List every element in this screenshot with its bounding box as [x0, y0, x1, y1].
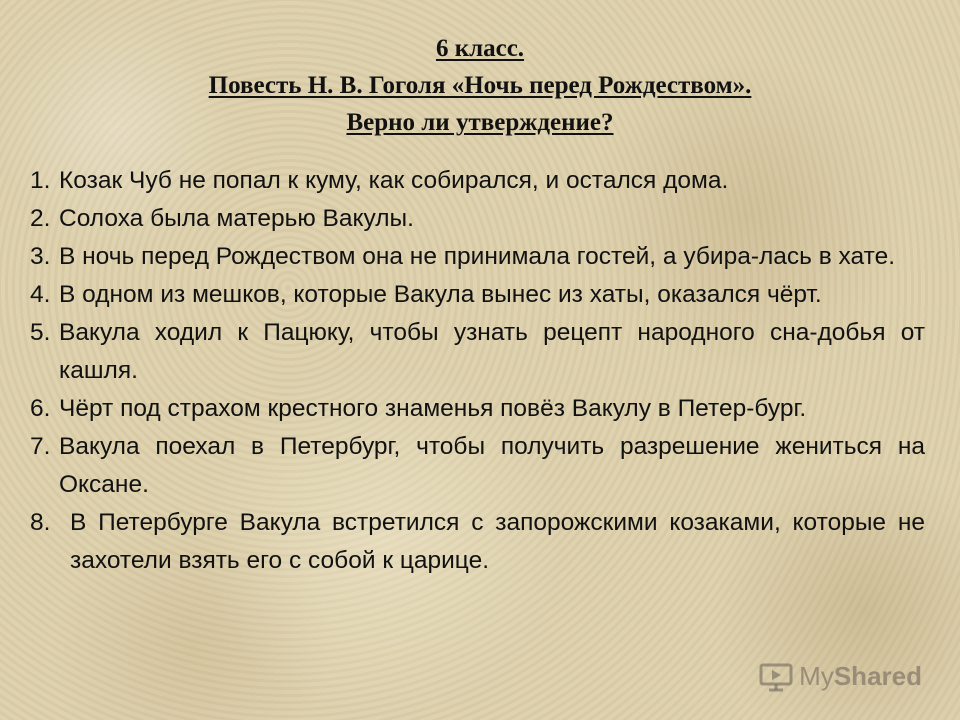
watermark-shared: Shared	[833, 661, 922, 691]
item-number: 1.	[30, 167, 51, 194]
list-item	[30, 276, 925, 314]
watermark-my: My	[799, 661, 834, 691]
presentation-icon	[759, 662, 793, 692]
list-item	[30, 314, 925, 390]
item-number: 6.	[30, 395, 51, 422]
item-text: Вакула поехал в Петербург, чтобы получить разрешение жениться на Оксане.	[59, 433, 925, 498]
story-title: Повесть Н. В. Гоголя «Ночь перед Рождеством».	[208, 72, 752, 99]
slide-header	[0, 30, 960, 141]
item-text: Солоха была матерью Вакулы.	[59, 205, 414, 232]
item-number: 3.	[30, 243, 51, 270]
item-number: 8.	[30, 509, 51, 536]
question-heading: Верно ли утверждение?	[346, 109, 614, 136]
item-text: В Петербурге Вакула встретился с запорожскими козаками, которые не захотели взять его с собой к царице.	[70, 509, 925, 574]
item-number: 5.	[30, 319, 51, 346]
list-item	[30, 504, 925, 580]
statement-list	[30, 162, 925, 580]
item-number: 4.	[30, 281, 51, 308]
list-item	[30, 162, 925, 200]
item-text: В ночь перед Рождеством она не принимала гостей, а убира-лась в хате.	[59, 243, 896, 270]
list-item	[30, 200, 925, 238]
myshared-watermark	[759, 661, 922, 692]
grade-label: 6 класс.	[435, 35, 525, 62]
list-item	[30, 238, 925, 276]
item-number: 7.	[30, 433, 51, 460]
item-text: В одном из мешков, которые Вакула вынес из хаты, оказался чёрт.	[59, 281, 822, 308]
item-number: 2.	[30, 205, 51, 232]
list-item	[30, 390, 925, 428]
list-item	[30, 428, 925, 504]
item-text: Вакула ходил к Пацюку, чтобы узнать рецепт народного сна-добья от кашля.	[59, 319, 925, 384]
item-text: Чёрт под страхом крестного знаменья повёз Вакулу в Петер-бург.	[59, 395, 807, 422]
item-text: Козак Чуб не попал к куму, как собирался, и остался дома.	[59, 167, 729, 194]
